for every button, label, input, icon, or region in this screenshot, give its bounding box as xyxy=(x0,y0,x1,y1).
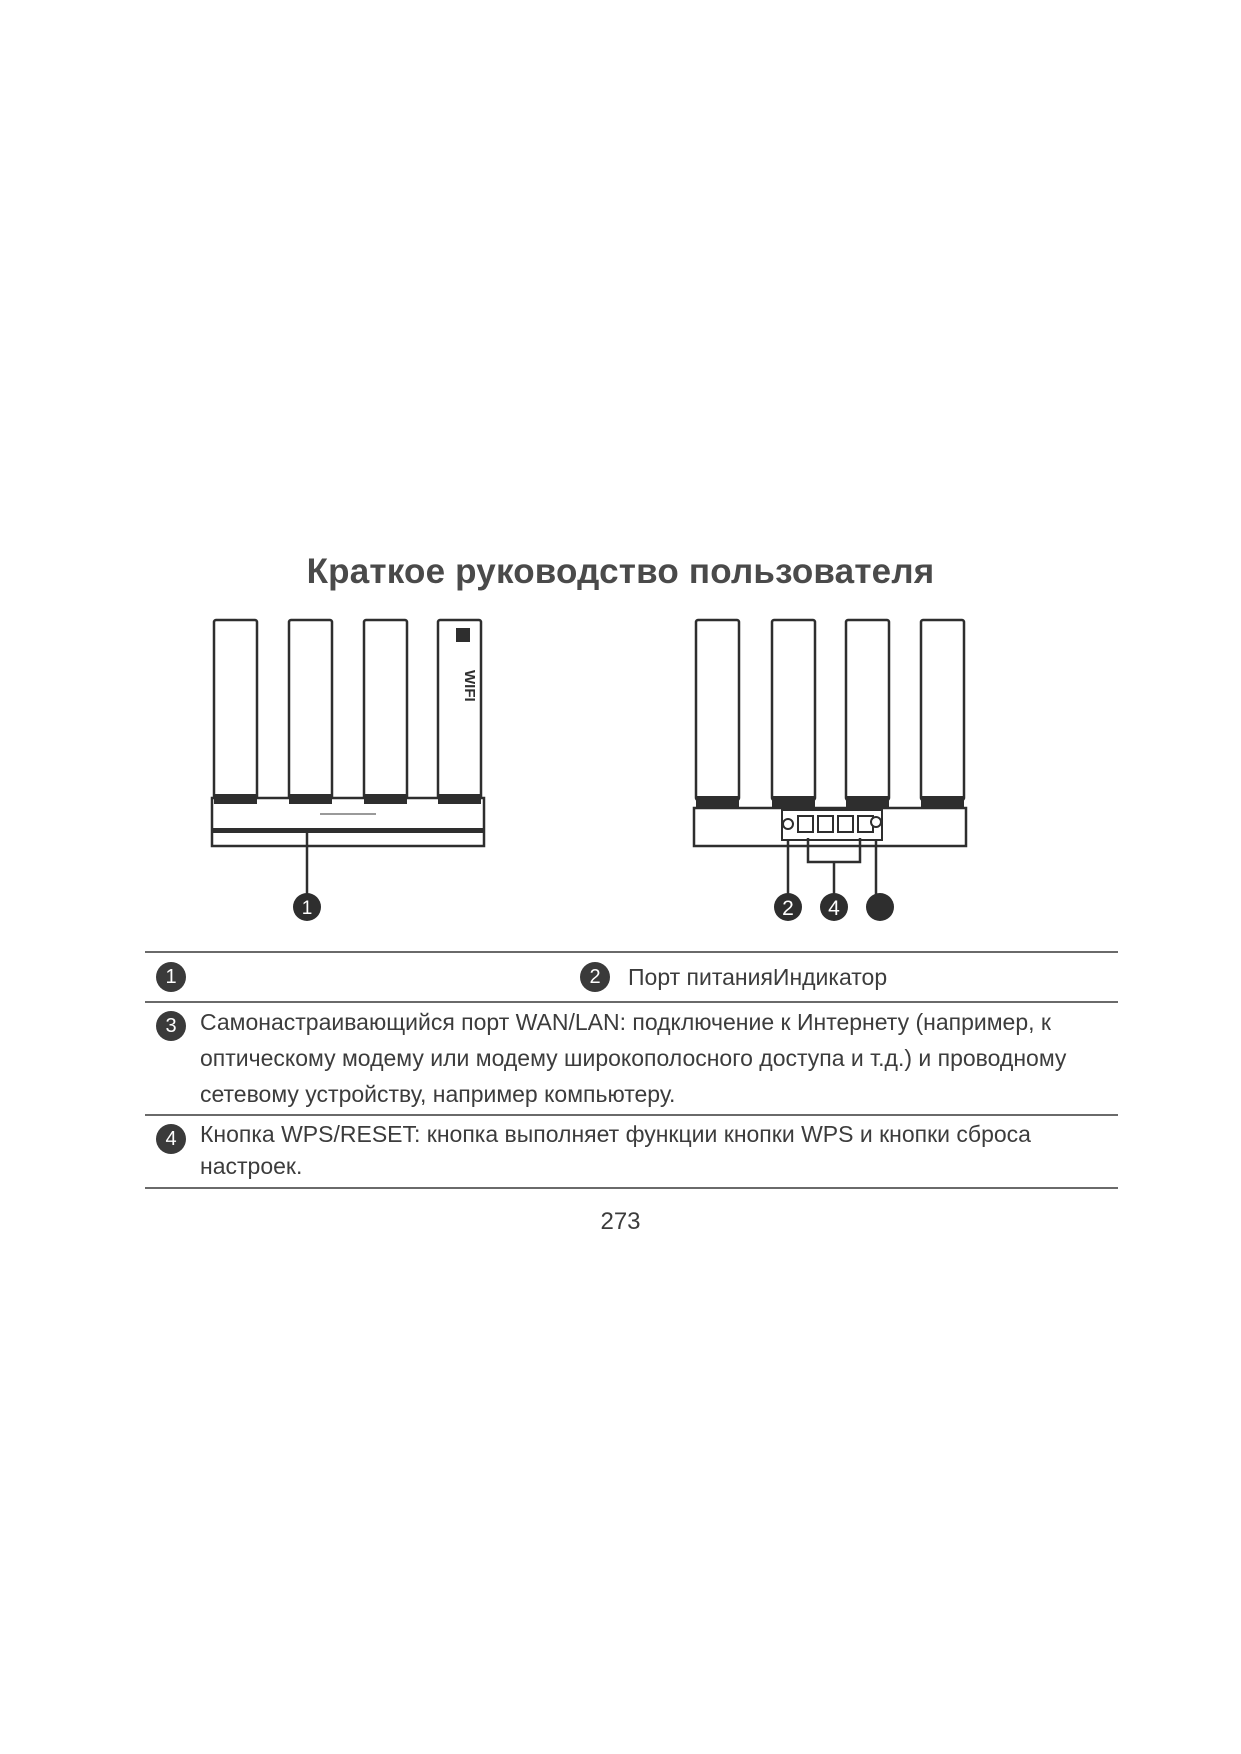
callout-1-label: 1 xyxy=(301,898,313,919)
callout-4-label: 4 xyxy=(828,897,840,920)
row3-text: Кнопка WPS/RESET: кнопка выполняет функции кнопки WPS и кнопки сброса настроек. xyxy=(200,1121,1031,1179)
table-bottom-rule xyxy=(145,1187,1118,1189)
table-rule-2 xyxy=(145,1001,1118,1003)
router-back-illustration xyxy=(690,610,990,935)
row1-number-a: 1 xyxy=(156,962,186,992)
page-title: Краткое руководство пользователя xyxy=(306,552,935,591)
row1-text-b: Порт питанияИндикатор xyxy=(628,964,888,990)
callout-blank-marker xyxy=(866,893,894,921)
row2-text: Самонастраивающийся порт WAN/LAN: подключение к Интернету (например, к оптическому модему или модему широкополосного доступа и т.д.) и проводному сетевому устройству, например компьютеру. xyxy=(200,1009,1067,1107)
row2-number: 3 xyxy=(156,1011,186,1041)
row1-number-b: 2 xyxy=(580,962,610,992)
router-front-illustration xyxy=(200,610,500,935)
table-rule-3 xyxy=(145,1114,1118,1116)
row3-number: 4 xyxy=(156,1124,186,1154)
table-top-rule xyxy=(145,951,1118,953)
wifi-logo-text: WIFI xyxy=(461,670,478,702)
callout-2-label: 2 xyxy=(782,897,794,920)
page-number: 273 xyxy=(600,1208,641,1235)
